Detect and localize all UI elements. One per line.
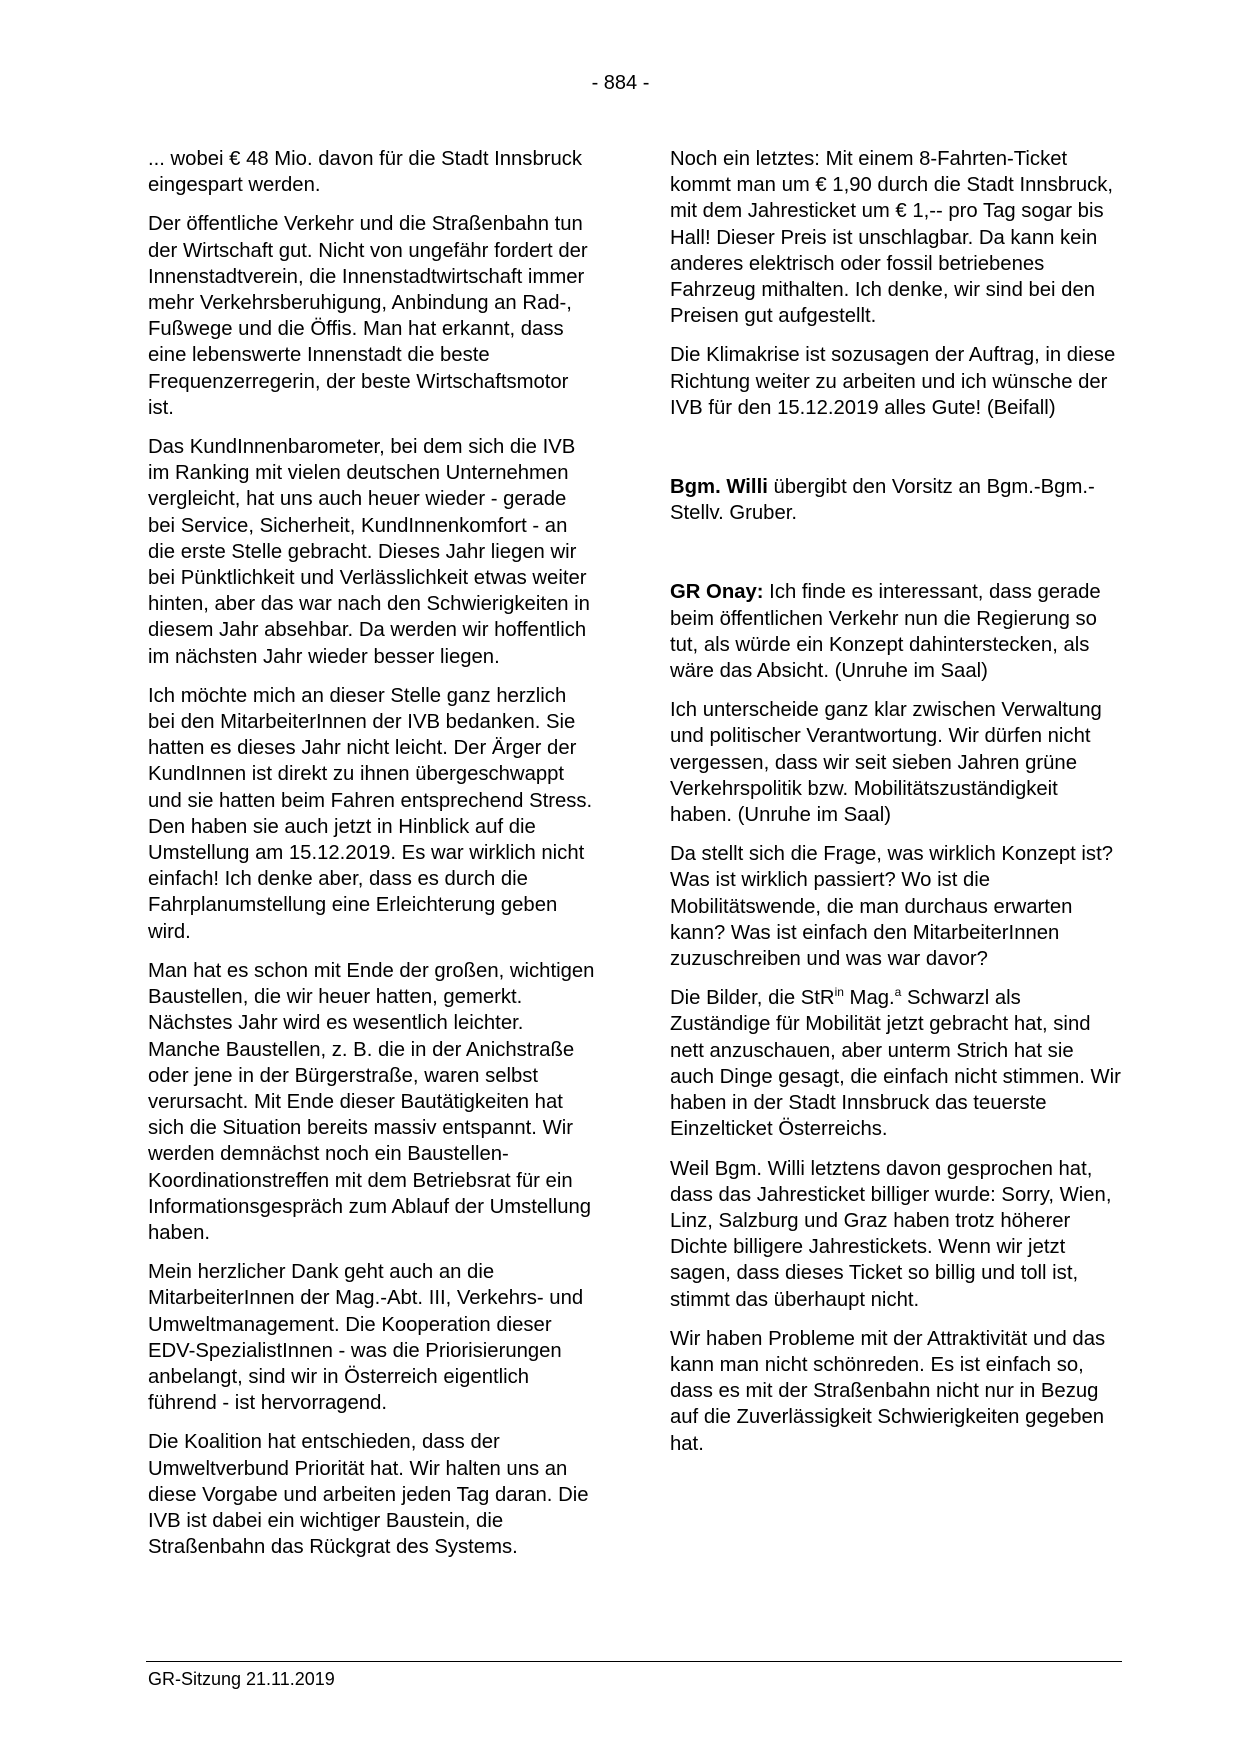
page-number: - 884 -: [591, 72, 650, 94]
speech-paragraph: GR Onay: Ich finde es interessant, dass gerade beim öffentlichen Verkehr nun die Regierung so tut, als würde ein Konzept dahinterstecken, als wäre das Absicht. (Unruhe im Saal): [670, 581, 1101, 683]
speaker-name: GR Onay:: [670, 581, 764, 604]
footer-session-date: GR-Sitzung 21.11.2019: [148, 1669, 335, 1689]
paragraph: Man hat es schon mit Ende der großen, wichtigen Baustellen, die wir heuer hatten, gemerkt. Nächstes Jahr wird es wesentlich leichter. Manche Baustellen, z. B. die in der Anichstraße oder jene in der Bürgerstraße, waren selbst verursacht. Mit Ende dieser Bautätigkeiten hat sich die Situation bereits massiv entspannt. Wir werden demnächst noch ein Baustellen-Koordinationstreffen mit dem Betriebsrat für ein Informationsgespräch zum Ablauf der Umstellung haben.: [148, 959, 595, 1244]
paragraph: Der öffentliche Verkehr und die Straßenbahn tun der Wirtschaft gut. Nicht von ungefähr fordert der Innenstadtverein, die Innenstadtwirtschaft immer mehr Verkehrsberuhigung, Anbindung an Rad-, Fußwege und die Öffis. Man hat erkannt, dass eine lebenswerte Innenstadt die beste Frequenzerregerin, der beste Wirtschaftsmotor ist.: [148, 213, 588, 419]
speaker-name: Bgm. Willi: [670, 476, 768, 499]
chair-handover-note: Bgm. Willi übergibt den Vorsitz an Bgm.-Bgm.-Stellv. Gruber.: [670, 476, 1095, 525]
paragraph: Das KundInnenbarometer, bei dem sich die IVB im Ranking mit vielen deutschen Unternehmen vergleicht, hat uns auch heuer wieder - gerade bei Service, Sicherheit, KundInnenkomfort - an die erste Stelle gebracht. Dieses Jahr liegen wir bei Pünktlichkeit und Verlässlichkeit etwas weiter hinten, aber das war nach den Schwierigkeiten in diesem Jahr absehbar. Da werden wir hoffentlich im nächsten Jahr wieder besser liegen.: [148, 436, 590, 668]
left-column: [148, 146, 598, 1573]
right-column: [670, 146, 1122, 1470]
paragraph: Ich möchte mich an dieser Stelle ganz herzlich bei den MitarbeiterInnen der IVB bedanken. Sie hatten es dieses Jahr nicht leicht. Der Ärger der KundInnen ist direkt zu ihnen übergeschwappt und sie hatten beim Fahren entsprechend Stress. Den haben sie auch jetzt in Hinblick auf die Umstellung am 15.12.2019. Es war wirklich nicht einfach! Ich denke aber, dass es durch die Fahrplanumstellung eine Erleichterung geben wird.: [148, 684, 593, 943]
paragraph: Da stellt sich die Frage, was wirklich Konzept ist? Was ist wirklich passiert? Wo ist die Mobilitätswende, die man durchaus erwarten kann? Was ist einfach den MitarbeiterInnen zuzuschreiben und was war davor?: [670, 843, 1113, 971]
paragraph: Die Bilder, die StR$^{in}$ Mag.$^a$ Schwarzl als Zuständige für Mobilität jetzt gebracht hat, sind nett anzuschauen, aber unterm Strich hat sie auch Dinge gesagt, die einfach nicht stimmen. Wir haben in der Stadt Innsbruck das teuerste Einzelticket Österreichs.: [670, 985, 1121, 1141]
paragraph: Wir haben Probleme mit der Attraktivität und das kann man nicht schönreden. Es ist einfach so, dass es mit der Straßenbahn nicht nur in Bezug auf die Zuverlässigkeit Schwierigkeiten gegeben hat.: [670, 1327, 1106, 1455]
paragraph: Ich unterscheide ganz klar zwischen Verwaltung und politischer Verantwortung. Wir dürfen nicht vergessen, dass wir seit sieben Jahren grüne Verkehrspolitik bzw. Mobilitätszuständigkeit haben. (Unruhe im Saal): [670, 699, 1102, 827]
paragraph: Weil Bgm. Willi letztens davon gesprochen hat, dass das Jahresticket billiger wurde: Sorry, Wien, Linz, Salzburg und Graz haben trotz höherer Dichte billigere Jahrestickets. Wenn wir jetzt sagen, dass dieses Ticket so billig und toll ist, stimmt das überhaupt nicht.: [670, 1157, 1112, 1311]
paragraph: Die Koalition hat entschieden, dass der Umweltverbund Priorität hat. Wir halten uns an diese Vorgabe und arbeiten jeden Tag daran. Die IVB ist dabei ein wichtiger Baustein, die Straßenbahn das Rückgrat des Systems.: [148, 1431, 589, 1559]
paragraph: Die Klimakrise ist sozusagen der Auftrag, in diese Richtung weiter zu arbeiten und ich wünsche der IVB für den 15.12.2019 alles Gute! (Beifall): [670, 344, 1116, 419]
paragraph: Noch ein letztes: Mit einem 8-Fahrten-Ticket kommt man um € 1,90 durch die Stadt Innsbruck, mit dem Jahresticket um € 1,-- pro Tag sogar bis Hall! Dieser Preis ist unschlagbar. Da kann kein anderes elektrisch oder fossil betriebenes Fahrzeug mithalten. Ich denke, wir sind bei den Preisen gut aufgestellt.: [670, 148, 1114, 328]
paragraph: ... wobei € 48 Mio. davon für die Stadt Innsbruck eingespart werden.: [148, 148, 583, 197]
footer-divider: [146, 1661, 1122, 1662]
paragraph: Mein herzlicher Dank geht auch an die MitarbeiterInnen der Mag.-Abt. III, Verkehrs- und Umweltmanagement. Die Kooperation dieser EDV-SpezialistInnen - was die Priorisierungen anbelangt, sind wir in Österreich eigentlich führend - ist hervorragend.: [148, 1261, 584, 1415]
